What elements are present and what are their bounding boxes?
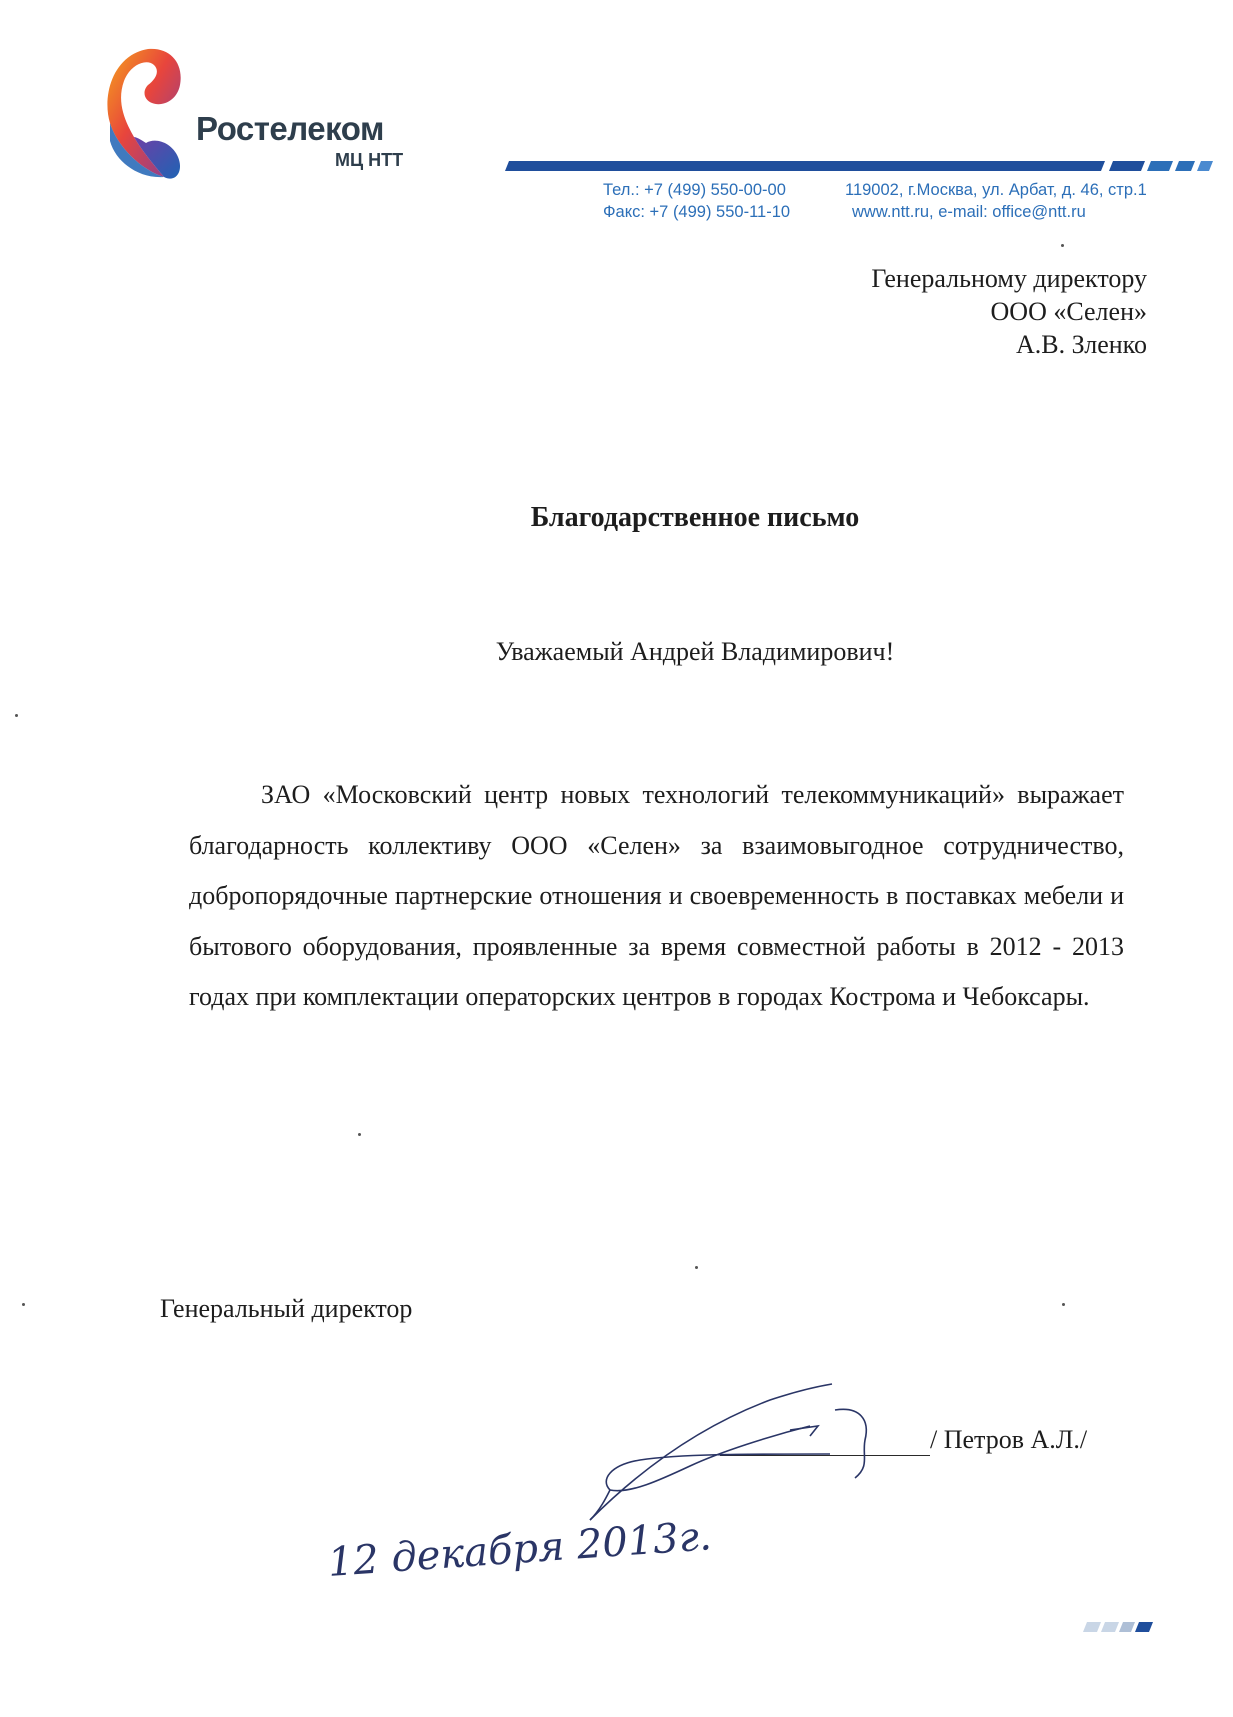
header-stripe bbox=[505, 161, 1215, 171]
scan-speck bbox=[1061, 244, 1064, 247]
footer-stripe bbox=[1083, 1622, 1153, 1632]
contact-address: 119002, г.Москва, ул. Арбат, д. 46, стр.1 bbox=[845, 181, 1147, 199]
contact-phone: Тел.: +7 (499) 550-00-00 bbox=[603, 181, 786, 199]
addressee-block bbox=[871, 262, 1147, 361]
contact-fax: Факс: +7 (499) 550-11-10 bbox=[603, 203, 791, 221]
contact-web: www.ntt.ru, e-mail: office@ntt.ru bbox=[852, 203, 1086, 221]
brand-name: Ростелеком bbox=[196, 110, 384, 147]
signer-name: / Петров А.Л./ bbox=[930, 1425, 1088, 1454]
signer-position: Генеральный директор bbox=[160, 1294, 413, 1323]
brand-subname: МЦ НТТ bbox=[335, 150, 404, 170]
letter-title: Благодарственное письмо bbox=[530, 502, 860, 533]
scan-speck bbox=[22, 1303, 25, 1306]
addressee-position: Генеральному директору bbox=[871, 264, 1147, 293]
salutation: Уважаемый Андрей Владимирович! bbox=[495, 637, 895, 666]
scan-speck bbox=[1062, 1303, 1065, 1306]
letter-body: ЗАО «Московский центр новых технологий телекоммуникаций» выражает благодарность коллективу ООО «Селен» за взаимовыгодное сотрудничество, добропорядочные партнерские отношения и своевременность в поставках мебели и бытового оборудования, проявленные за время совместной работы в 2012 - 2013 годах при комплектации операторских центров в городах Кострома и Чебоксары. bbox=[189, 780, 1124, 1011]
addressee-company: ООО «Селен» bbox=[990, 297, 1147, 326]
addressee-name: А.В. Зленко bbox=[1015, 330, 1147, 359]
scan-speck bbox=[15, 714, 18, 717]
rostelecom-logo-icon bbox=[104, 45, 184, 185]
handwritten-date: 12 декабря 2013г. bbox=[326, 1513, 713, 1586]
scan-speck bbox=[358, 1133, 361, 1136]
scan-speck bbox=[695, 1266, 698, 1269]
